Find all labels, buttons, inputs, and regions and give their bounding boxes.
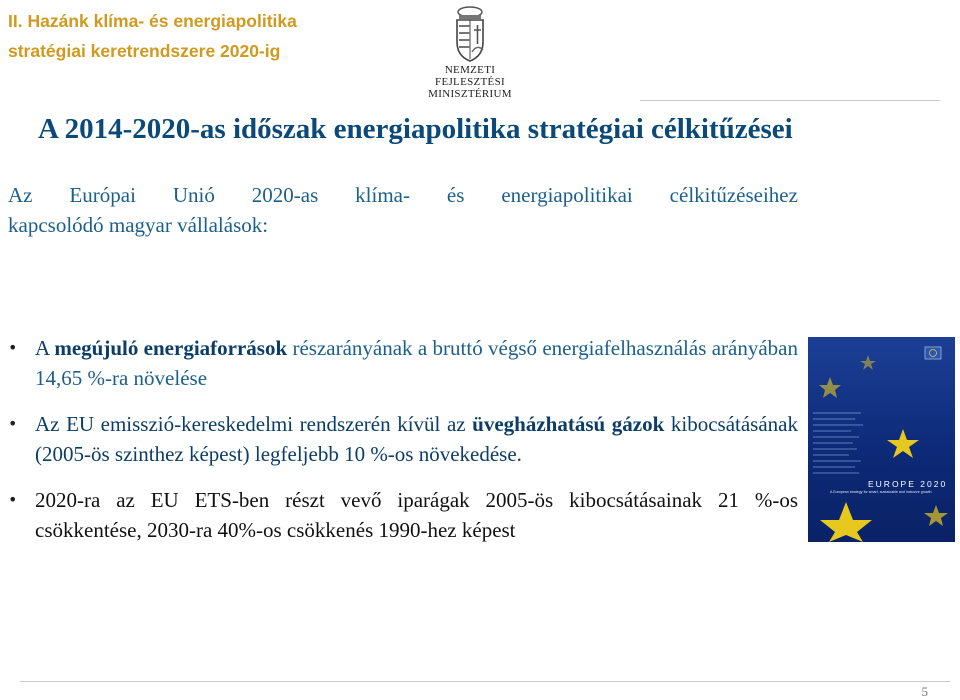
section-header-line2: stratégiai keretrendszere 2020-ig	[8, 41, 281, 61]
list-item	[8, 485, 798, 545]
cover-title: EUROPE 2020	[868, 479, 948, 489]
page-number: 5	[921, 684, 928, 699]
intro-word: Európai	[69, 183, 136, 207]
bullet2-text-start: Az EU emisszió-kereskedelmi rendszerén kívül az	[35, 412, 473, 436]
intro-word: 2020-as	[251, 183, 319, 207]
intro-line2: kapcsolódó magyar vállalások:	[8, 213, 269, 237]
bullet-icon: •	[8, 414, 18, 433]
page-title: A 2014-2020-as időszak energiapolitika stratégiai célkitűzései	[38, 113, 793, 145]
bullet-icon: •	[8, 490, 18, 509]
europe-2020-cover-image	[808, 337, 955, 542]
intro-word: klíma-	[355, 183, 410, 207]
list-item	[8, 409, 798, 469]
bullet1-text-end: részarányának a bruttó végső energiafelhasználás arányában 14,65 %-ra növelése	[35, 336, 798, 390]
section-header	[8, 6, 388, 66]
intro-word: célkitűzéseihez	[669, 183, 798, 207]
goals-list	[8, 333, 798, 561]
list-item	[8, 333, 798, 393]
intro-word: és	[446, 183, 465, 207]
bullet2-bold-text: üvegházhatású gázok	[472, 412, 665, 436]
bullet1-text-start: A	[35, 336, 55, 360]
intro-word: Az	[8, 183, 33, 207]
bullet2-text-end: kibocsátásának (2005-ös szinthez képest) legfeljebb 10 %-os növekedése.	[35, 412, 798, 466]
cover-subtitle: A European strategy for smart, sustainable and inclusive growth	[830, 490, 932, 494]
bullet-icon: •	[8, 338, 18, 357]
bullet1-bold-text: megújuló energiaforrások	[54, 336, 288, 360]
header-divider	[640, 100, 940, 101]
ministry-logo	[410, 6, 530, 100]
footer-divider	[20, 681, 950, 682]
logo-text-line1: NEMZETI FEJLESZTÉSI	[435, 64, 505, 88]
intro-line1	[8, 180, 798, 210]
intro-paragraph	[8, 180, 798, 240]
intro-word: energiapolitikai	[501, 183, 633, 207]
logo-text-line2: MINISZTÉRIUM	[428, 88, 512, 100]
bullet3-text: 2020-ra az EU ETS-ben részt vevő iparágak 2005-ös kibocsátásainak 21 %-os csökkentése, 2030-ra 40%-os csökkenés 1990-hez képest	[35, 488, 798, 542]
logo-text	[410, 64, 530, 100]
intro-word: Unió	[172, 183, 215, 207]
section-header-line1: II. Hazánk klíma- és energiapolitika	[8, 11, 297, 31]
hungarian-coat-of-arms-icon	[453, 6, 487, 62]
